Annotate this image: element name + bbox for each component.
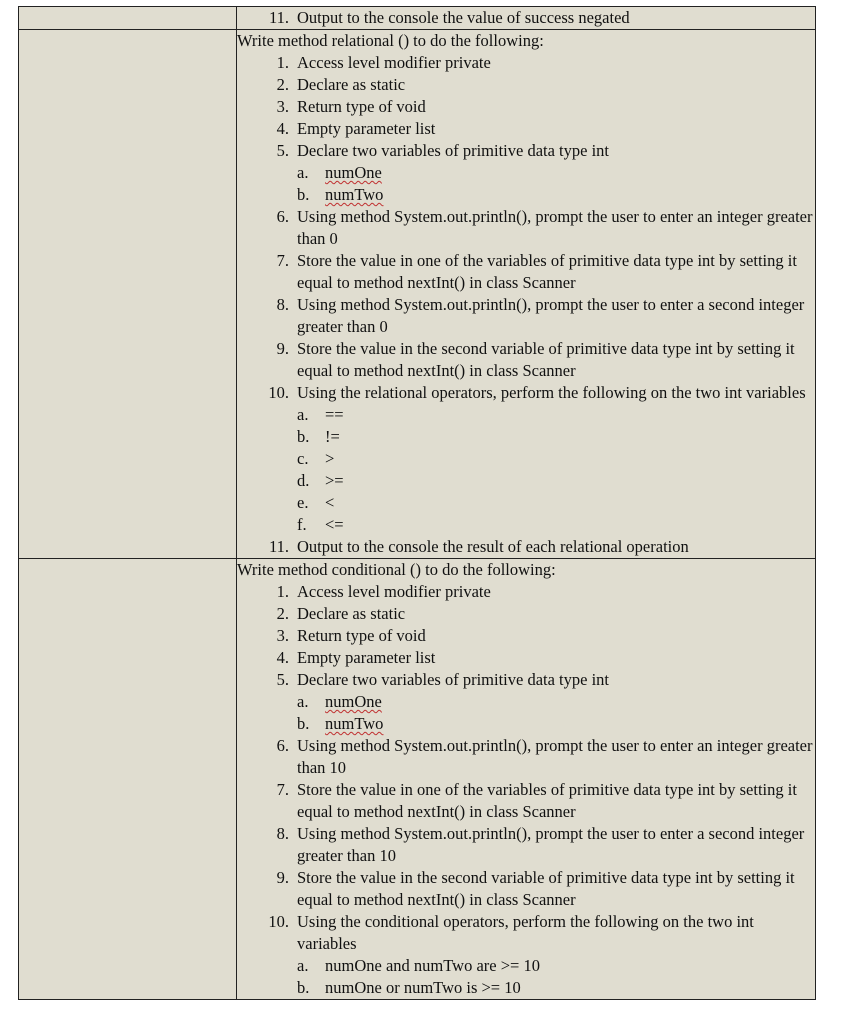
- item-text: Output to the console the value of success negated: [297, 8, 630, 27]
- list-item: [237, 823, 815, 867]
- sub-list-item: [237, 184, 815, 206]
- sub-list-item: [237, 492, 815, 514]
- item-number: 11.: [268, 537, 289, 556]
- list-item: [237, 867, 815, 911]
- item-number: 8.: [276, 824, 289, 843]
- instructions-cell: [237, 7, 816, 30]
- empty-left-cell: [19, 30, 237, 559]
- list-item: [237, 911, 815, 955]
- item-number: b.: [297, 714, 310, 733]
- method-heading: Write method conditional () to do the following:: [237, 560, 556, 579]
- table-row: [19, 559, 816, 1000]
- item-number: 7.: [276, 251, 289, 270]
- list-item: [237, 669, 815, 691]
- item-text: numTwo: [325, 185, 384, 204]
- item-text: Declare two variables of primitive data type int: [297, 141, 610, 160]
- sub-list-item: [237, 713, 815, 735]
- item-number: e.: [297, 493, 309, 512]
- item-number: a.: [297, 405, 309, 424]
- empty-left-cell: [19, 559, 237, 1000]
- sub-list-item: [237, 448, 815, 470]
- item-text: Return type of void: [297, 97, 426, 116]
- item-number: 1.: [276, 53, 289, 72]
- item-text: ==: [325, 405, 344, 424]
- item-text: Empty parameter list: [297, 119, 436, 138]
- item-text: !=: [325, 427, 340, 446]
- item-number: 10.: [268, 912, 289, 931]
- list-item: [237, 581, 815, 603]
- list-item: [237, 735, 815, 779]
- list-item: [237, 338, 815, 382]
- item-text: Using method System.out.println(), prompt the user to enter a second integer greater than 10: [297, 824, 805, 865]
- item-number: 2.: [276, 604, 289, 623]
- item-text: Declare two variables of primitive data type int: [297, 670, 610, 689]
- item-text: Store the value in the second variable of primitive data type int by setting it equal to method nextInt() in class Scanner: [297, 868, 795, 909]
- item-text: Access level modifier private: [297, 53, 491, 72]
- list-item: [237, 52, 815, 74]
- sub-list-item: [237, 691, 815, 713]
- item-number: 3.: [276, 97, 289, 116]
- item-number: d.: [297, 471, 310, 490]
- item-text: Store the value in one of the variables of primitive data type int by setting it equal to method nextInt() in class Scanner: [297, 251, 797, 292]
- sub-list-item: [237, 977, 815, 999]
- list-item: [237, 625, 815, 647]
- item-text: Using the conditional operators, perform the following on the two int variables: [297, 912, 754, 953]
- sub-list-item: [237, 426, 815, 448]
- list-item: [237, 250, 815, 294]
- item-text: numOne: [325, 692, 382, 711]
- instructions-cell: [237, 559, 816, 1000]
- item-text: <=: [325, 515, 344, 534]
- table-row: [19, 7, 816, 30]
- item-number: 4.: [276, 119, 289, 138]
- item-text: Using the relational operators, perform the following on the two int variables: [297, 383, 806, 402]
- method-heading: Write method relational () to do the following:: [237, 31, 544, 50]
- item-text: Declare as static: [297, 604, 406, 623]
- list-item: [237, 206, 815, 250]
- item-number: f.: [297, 515, 307, 534]
- item-number: 10.: [268, 383, 289, 402]
- item-number: 6.: [276, 736, 289, 755]
- item-text: Access level modifier private: [297, 582, 491, 601]
- item-text: Return type of void: [297, 626, 426, 645]
- item-text: numOne: [325, 163, 382, 182]
- item-text: Output to the console the result of each relational operation: [297, 537, 689, 556]
- empty-left-cell: [19, 7, 237, 30]
- item-number: 7.: [276, 780, 289, 799]
- item-text: Using method System.out.println(), prompt the user to enter an integer greater than 10: [297, 736, 813, 777]
- item-number: 2.: [276, 75, 289, 94]
- list-item: [237, 536, 815, 558]
- instructions-cell: [237, 30, 816, 559]
- sub-list-item: [237, 162, 815, 184]
- list-item: [237, 7, 815, 29]
- item-text: numOne and numTwo are >= 10: [325, 956, 540, 975]
- sub-list-item: [237, 955, 815, 977]
- item-number: 5.: [276, 670, 289, 689]
- item-text: Declare as static: [297, 75, 406, 94]
- item-number: 11.: [268, 8, 289, 27]
- list-item: [237, 779, 815, 823]
- item-number: 5.: [276, 141, 289, 160]
- item-text: Using method System.out.println(), prompt the user to enter a second integer greater than 0: [297, 295, 805, 336]
- sub-list-item: [237, 514, 815, 536]
- item-number: a.: [297, 163, 309, 182]
- item-text: Store the value in one of the variables of primitive data type int by setting it equal to method nextInt() in class Scanner: [297, 780, 797, 821]
- instructions-table: [18, 6, 816, 1000]
- item-number: 6.: [276, 207, 289, 226]
- item-text: numTwo: [325, 714, 384, 733]
- list-item: [237, 140, 815, 162]
- list-item: [237, 74, 815, 96]
- item-text: Store the value in the second variable of primitive data type int by setting it equal to method nextInt() in class Scanner: [297, 339, 795, 380]
- item-number: 3.: [276, 626, 289, 645]
- item-number: a.: [297, 956, 309, 975]
- item-number: c.: [297, 449, 309, 468]
- item-text: >: [325, 449, 335, 468]
- item-text: Using method System.out.println(), prompt the user to enter an integer greater than 0: [297, 207, 813, 248]
- item-number: a.: [297, 692, 309, 711]
- item-text: <: [325, 493, 335, 512]
- list-item: [237, 96, 815, 118]
- list-item: [237, 603, 815, 625]
- item-text: numOne or numTwo is >= 10: [325, 978, 521, 997]
- item-number: 8.: [276, 295, 289, 314]
- item-number: 1.: [276, 582, 289, 601]
- item-number: b.: [297, 427, 310, 446]
- list-item: [237, 294, 815, 338]
- table-row: [19, 30, 816, 559]
- sub-list-item: [237, 470, 815, 492]
- item-text: >=: [325, 471, 344, 490]
- item-number: 9.: [276, 339, 289, 358]
- list-item: [237, 118, 815, 140]
- list-item: [237, 647, 815, 669]
- item-number: b.: [297, 185, 310, 204]
- list-item: [237, 382, 815, 404]
- item-number: b.: [297, 978, 310, 997]
- item-number: 4.: [276, 648, 289, 667]
- item-text: Empty parameter list: [297, 648, 436, 667]
- sub-list-item: [237, 404, 815, 426]
- item-number: 9.: [276, 868, 289, 887]
